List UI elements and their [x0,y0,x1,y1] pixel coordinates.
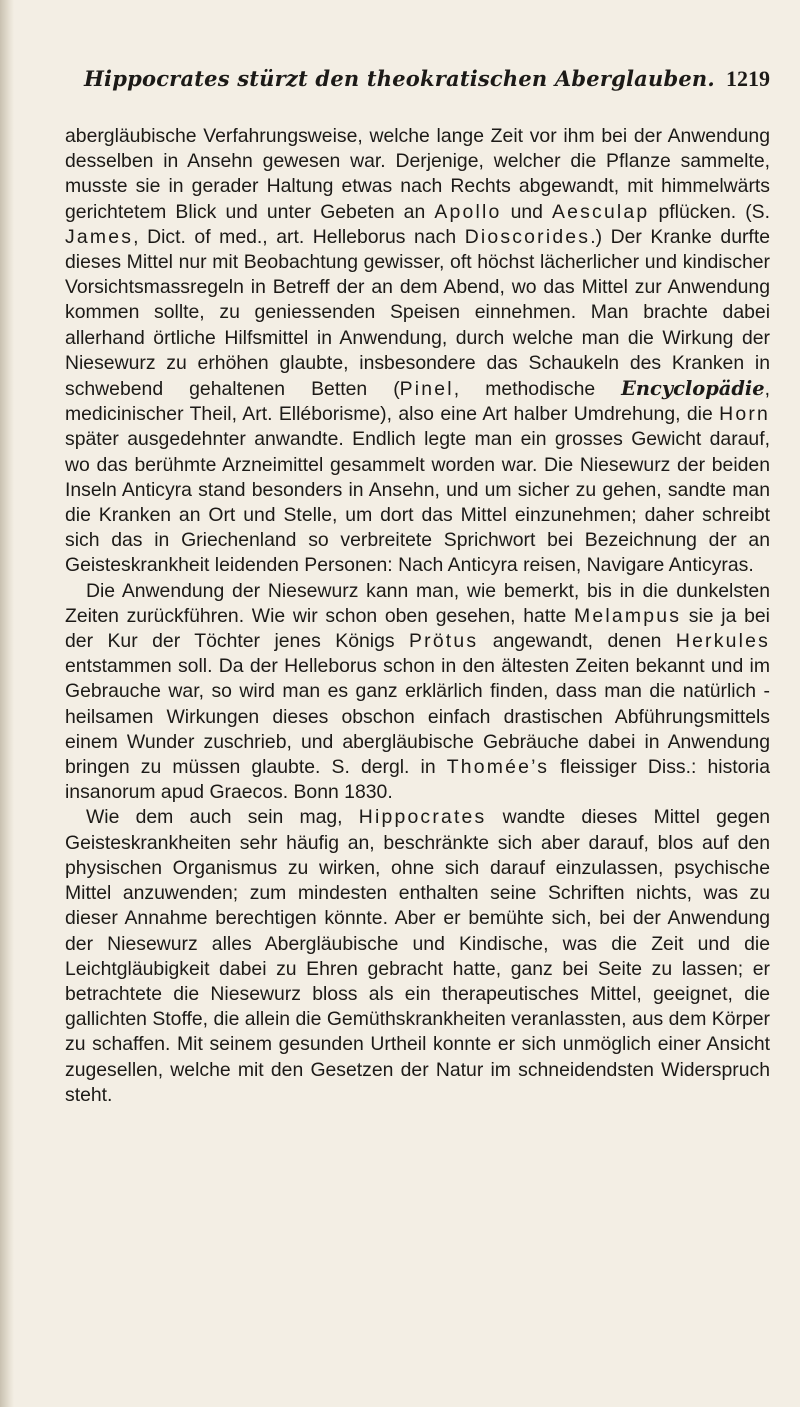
text-run: entstammen soll. Da der Helleborus schon in den ältesten Zeiten bekannt und im Gebrauche war, so wird man es ganz erklärlich finden, dass man die natürlich - heilsamen Wirkungen dieses obschon einfach drastischen Abführungsmittels einem Wunder zuschrieb, und abergläubische Gebräuche dabei in Anwendung bringen zu müssen glaubte. S. dergl. in [65,655,770,779]
book-page [58,66,770,1108]
text-run: Wie dem auch sein mag, [86,806,359,829]
spaced-name: James [65,225,134,248]
spaced-name: Melampus [574,604,682,627]
text-run: fleissiger Diss.: historia insanorum apud Graecos. Bonn 1830. [65,756,770,804]
spaced-name: Herkules [675,630,770,653]
spaced-name: Aesculap [552,200,650,223]
text-run: .) Der Kranke durfte dieses Mittel nur mit Beobachtung gewisser, oft höchst lächerlicher und kindischer Vorsichtsmassregeln in Betreff der an dem Abend, wo das Mittel zur Anwendung kommen sollte, zu geniessenden Speisen einnehmen. Man brachte dabei allerhand örtliche Hilfsmittel in Anwendung, durch welche man die Wirkung der Niesewurz zu erhöhen glaubte, insbesondere das Schaukeln des Kranken in schwebend gehaltenen Betten ( [65,225,770,401]
text-run: pflücken. (S. [649,200,770,223]
text-run: wandte dieses Mittel gegen Geisteskrankheiten sehr häufig an, beschränkte sich aber darauf, blos auf den physischen Organismus zu wirken, ohne sich darauf einzulassen, psychische Mittel anzuwenden; zum mindesten enthalten seine Schriften nichts, was zu dieser Annahme berechtigen könnte. Aber er bemühte sich, bei der Anwendung der Niesewurz alles Abergläubische und Kindische, was die Zeit und die Leichtgläubigkeit dabei zu Ehren gebracht hatte, ganz bei Seite zu lassen; er betrachtete die Niesewurz bloss als ein therapeutisches Mittel, geeignet, die gallichten Stoffe, die allein die Gemüthskrankheiten veranlassten, aus dem Körper zu schaffen. Mit seinem gesunden Urtheil konnte er sich unmöglich einer Ansicht zugesellen, welche mit den Gesetzen der Natur im schneidendsten Widerspruch steht. [65,806,770,1106]
italic-title: Encyclopädie [621,377,765,401]
text-run: sie ja bei der Kur der Töchter jenes Königs [65,604,770,653]
page-number: 1219 [726,66,770,91]
paragraph-2 [65,579,770,806]
spaced-name: Hippocrates [358,806,487,829]
spaced-name: Thomée’s [446,756,550,779]
text-run: , methodische [453,378,622,401]
spaced-name: Apollo [434,200,502,223]
running-title: Hippocrates stürzt den theokratischen Aberglauben. [84,66,715,91]
spaced-name: Dioscorides [464,225,591,248]
binding-gutter-shadow [0,0,14,1407]
spaced-name: Prötus [409,630,479,653]
spaced-name: Pinel [399,378,454,401]
text-run: Die Anwendung der Niesewurz kann man, wie bemerkt, bis in die dunkelsten Zeiten zurückführen. Wie wir schon oben gesehen, hatte [65,579,770,627]
running-head [58,66,770,96]
body-text [65,124,770,1108]
text-run: abergläubische Verfahrungsweise, welche lange Zeit vor ihm bei der Anwendung desselben in Ansehn gewesen war. Derjenige, welcher die Pflanze sammelte, musste sie in gerader Haltung etwas nach Rechts abgewandt, mit himmelwärts gerichtetem Blick und unter Gebeten an [65,125,770,223]
spaced-name: Horn [719,403,770,426]
text-run: später ausgedehnter anwandte. Endlich legte man ein grosses Gewicht darauf, wo das berühmte Arzneimittel gesammelt worden war. Die Niesewurz der beiden Inseln Anticyra stand besonders in Ansehn, und um sicher zu gehen, sandte man die Kranken an Ort und Stelle, um dort das Mittel einzunehmen; daher schreibt sich das in Griechenland so verbreitete Sprichwort bei Bezeichnung der an Geisteskrankheit leidenden Personen: Nach Anticyra reisen, Navigare Anticyras. [65,428,770,577]
text-run: , medicinischer Theil, Art. Elléborisme), also eine Art halber Umdrehung, die [65,378,770,426]
text-run: und [501,200,553,223]
text-run: , Dict. of med., art. Helleborus nach [133,225,465,248]
paragraph-3 [65,805,770,1107]
paragraph-1 [65,124,770,579]
text-run: angewandt, denen [478,630,676,653]
